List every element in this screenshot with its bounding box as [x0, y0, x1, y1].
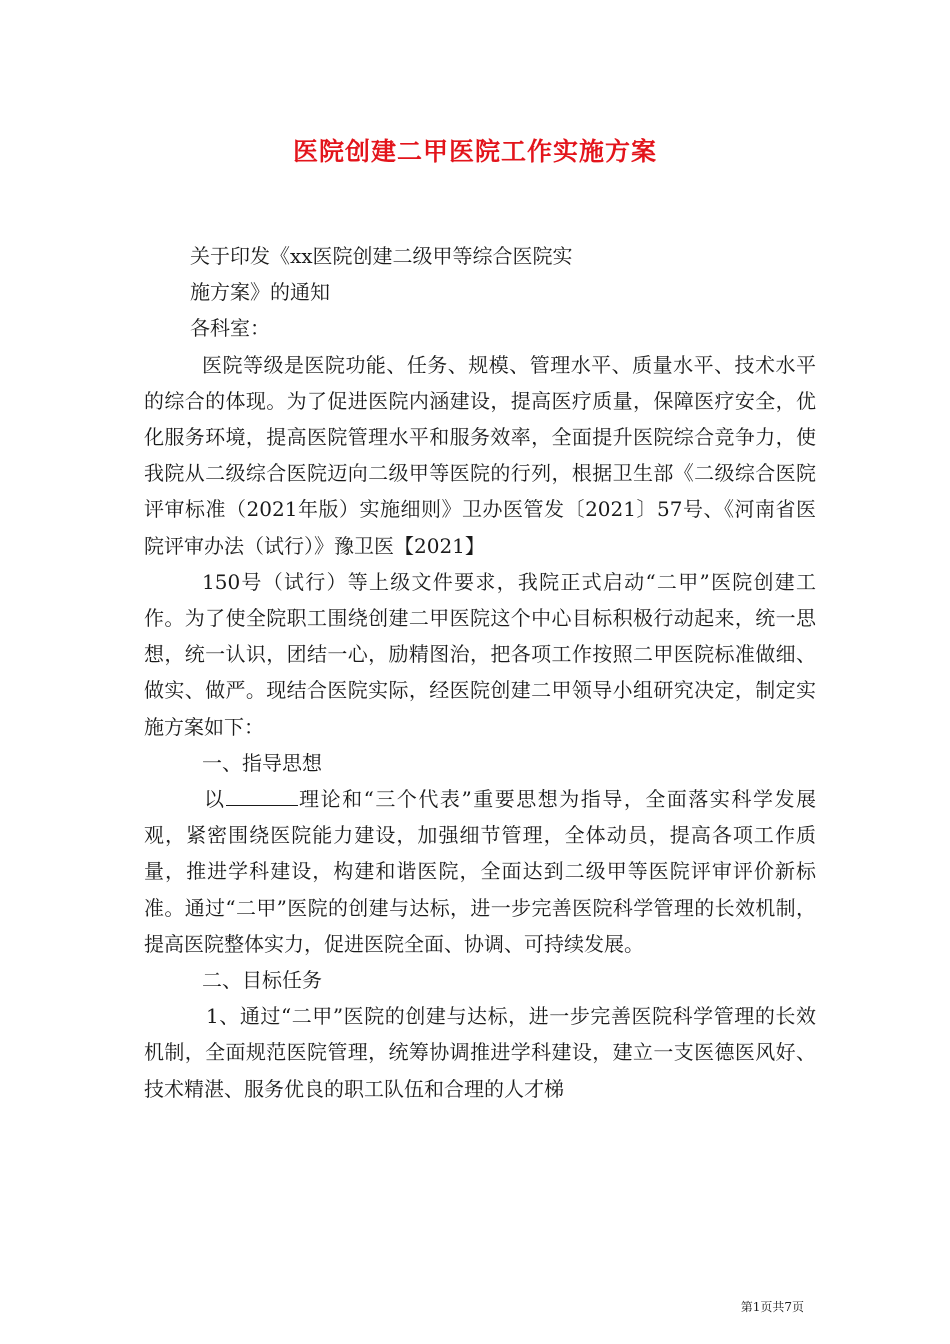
section-heading-objectives: 二、目标任务 [202, 968, 322, 993]
notice-title-line-1: 关于印发《xx医院创建二级甲等综合医院实 [190, 244, 573, 268]
paragraph-launch: 150号（试行）等上级文件要求，我院正式启动“二甲”医院创建工作。为了使全院职工围绕创建二甲医院这个中心目标积极行动起来，统一思想，统一认识，团结一心，励精图治，把各项工作按照二甲医院标准做细、做实、做严。现结合医院实际，经医院创建二甲领导小组研究决定，制定实施方案如下： [144, 569, 816, 739]
section-heading-guiding-ideology: 一、指导思想 [202, 750, 322, 775]
page-indicator: 第1页共7页 [740, 1300, 804, 1314]
notice-title-line-2: 施方案》的通知 [190, 280, 330, 305]
paragraph-suffix: 理论和“三个代表”重要思想为指导，全面落实科学发展观，紧密围绕医院能力建设，加强细节管理，全体动员，提高各项工作质量，推进学科建设，构建和谐医院，全面达到二级甲等医院评审评价新标准。通过“二甲”医院的创建与达标，进一步完善医院科学管理的长效机制，提高医院整体实力，促进医院全面、协调、可持续发展。 [144, 787, 817, 956]
addressee: 各科室： [190, 316, 270, 341]
paragraph-prefix: 以 [204, 787, 226, 812]
document-title: 医院创建二甲医院工作实施方案 [292, 137, 657, 166]
paragraph-guiding-ideology [144, 781, 816, 962]
paragraph-objective-1: 1、通过“二甲”医院的创建与达标，进一步完善医院科学管理的长效机制，全面规范医院管理，统筹协调推进学科建设，建立一支医德医风好、技术精湛、服务优良的职工队伍和合理的人才梯 [144, 1004, 816, 1101]
paragraph-intro: 医院等级是医院功能、任务、规模、管理水平、质量水平、技术水平的综合的体现。为了促进医院内涵建设，提高医疗质量，保障医疗安全，优化服务环境，提高医院管理水平和服务效率，全面提升医院综合竞争力，使我院从二级综合医院迈向二级甲等医院的行列，根据卫生部《二级综合医院评审标准（2021年版）实施细则》卫办医管发〔2021〕57号、《河南省医院评审办法（试行）》豫卫医【2021】 [144, 352, 816, 558]
document-body [144, 238, 816, 1107]
fill-in-blank [226, 789, 298, 806]
